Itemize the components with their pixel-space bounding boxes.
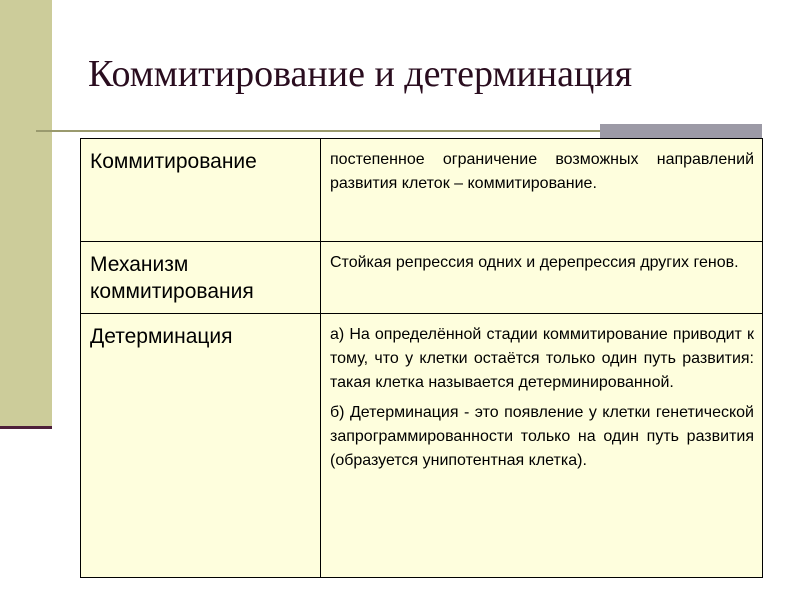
term-cell: Детерминация xyxy=(81,314,321,578)
title-divider-accent xyxy=(600,124,762,138)
left-bar-underline xyxy=(0,426,52,429)
table-row-mechanism xyxy=(81,242,763,314)
term-cell: Механизм коммитирования xyxy=(81,242,321,314)
definition-cell xyxy=(321,242,763,314)
definition-paragraph: постепенное ограничение возможных направлений развития клеток – коммитирование. xyxy=(330,151,754,192)
definition-paragraph-b: б) Детерминация - это появление у клетки генетической запрограммированности только на один путь развития (образуется унипотентная клетка). xyxy=(330,404,754,469)
slide-title: Коммитирование и детерминация xyxy=(88,53,633,95)
definition-cell xyxy=(321,139,763,242)
term-cell: Коммитирование xyxy=(81,139,321,242)
definition-cell xyxy=(321,314,763,578)
definitions-table xyxy=(80,138,763,578)
definition-paragraph: Стойкая репрессия одних и дерепрессия других генов. xyxy=(330,254,739,271)
table-row-determination xyxy=(81,314,763,578)
table-row-commitment xyxy=(81,139,763,242)
definition-paragraph-a: а) На определённой стадии коммитирование приводит к тому, что у клетки остаётся только один путь развития: такая клетка называется детерминированной. xyxy=(330,326,754,391)
left-decorative-bar xyxy=(0,0,52,428)
